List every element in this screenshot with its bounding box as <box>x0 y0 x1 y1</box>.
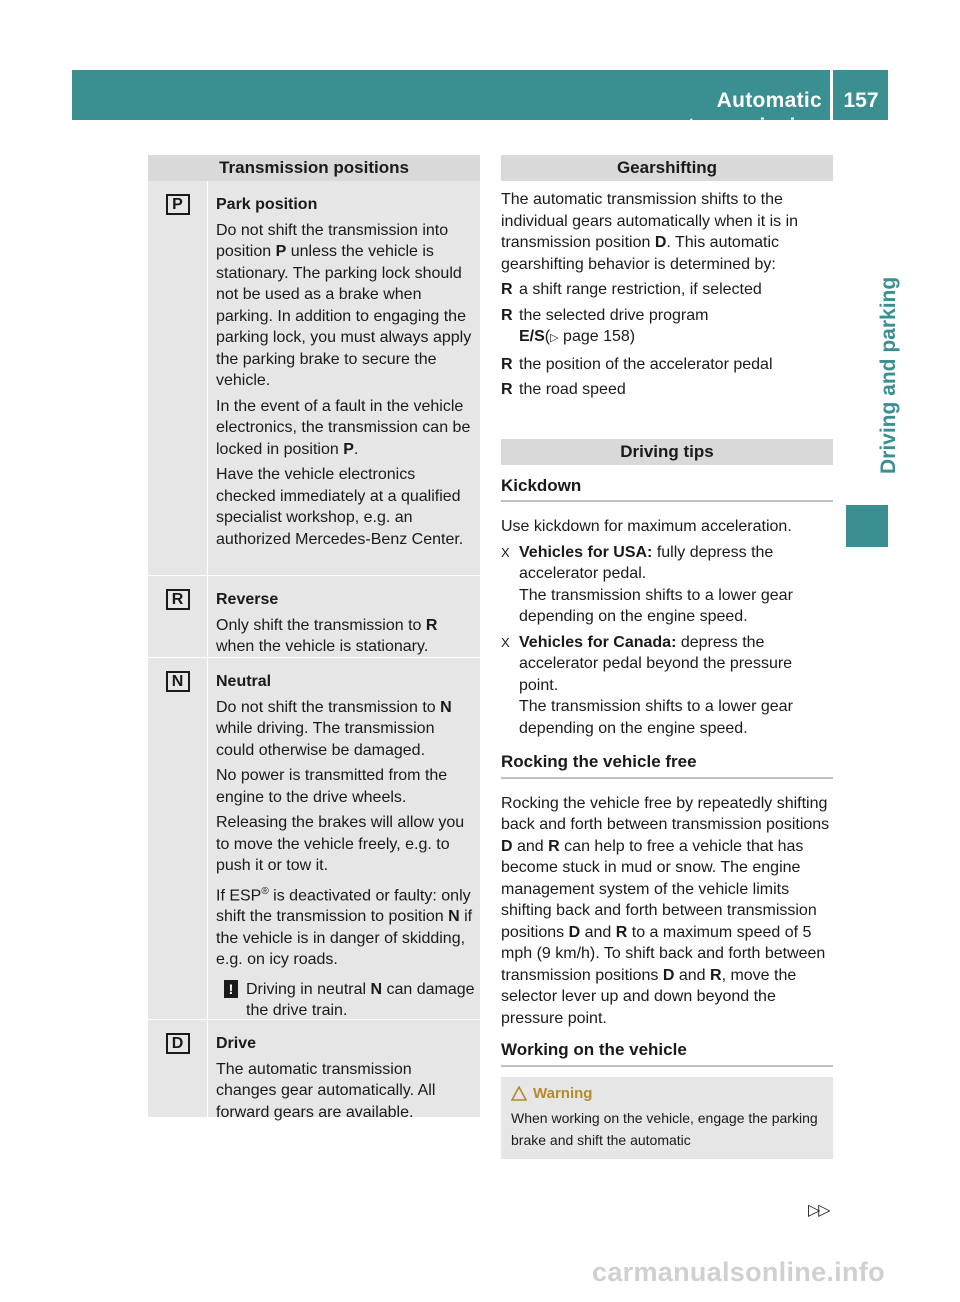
warning-heading: Warning <box>511 1083 823 1105</box>
right-column <box>501 155 833 1159</box>
gear-key-cell <box>148 658 208 1019</box>
paragraph: In the event of a fault in the vehicle electronics, the transmission can be locked in position P. <box>216 397 471 458</box>
gear-description <box>208 181 480 575</box>
gearshifting-intro: The automatic transmission shifts to the individual gears automatically when it is in transmission position D. This automatic gearshifting behavior is determined by: <box>501 191 799 273</box>
transmission-positions-table <box>148 155 480 1121</box>
kickdown-heading: Kickdown <box>501 475 833 503</box>
table-row <box>148 1020 480 1121</box>
registered-mark: ® <box>261 885 269 897</box>
table-row <box>148 576 480 658</box>
gear-key-cell <box>148 181 208 575</box>
bullet-icon: R <box>501 281 513 298</box>
driving-tips-heading: Driving tips <box>501 439 833 465</box>
paragraph: Do not shift the transmission into position P unless the vehicle is stationary. The parking lock should not be used as a brake when parking. In addition to engaging the parking lock, you must always apply the parking brake to secure the vehicle. <box>216 221 472 389</box>
gear-key-cell <box>148 576 208 657</box>
page-number: 157 <box>843 89 879 112</box>
warning-text: When working on the vehicle, engage the parking brake and shift the automatic <box>511 1109 818 1148</box>
paragraph: Releasing the brakes will allow you to move the vehicle freely, e.g. to push it or tow it. <box>216 814 465 874</box>
page-title: Automatic transmission <box>687 89 822 138</box>
list-item: R a shift range restriction, if selected <box>501 279 833 301</box>
step-arrow-icon: X <box>501 634 510 650</box>
bullet-icon: R <box>501 381 513 398</box>
row-title: Neutral <box>216 673 272 690</box>
row-title: Drive <box>216 1035 257 1052</box>
gear-description <box>208 576 480 657</box>
paragraph: Only shift the transmission to R when the vehicle is stationary. <box>216 616 438 655</box>
paragraph: The automatic transmission changes gear automatically. All forward gears are available. <box>216 1060 436 1121</box>
footer-watermark: carmanualsonline.info <box>592 1257 885 1287</box>
damage-note-text: Driving in neutral N can damage the drive train. <box>246 980 475 1020</box>
row-title: Reverse <box>216 591 279 608</box>
side-tab-label: Driving and parking <box>877 276 900 474</box>
gear-description <box>208 1020 480 1121</box>
paragraph: No power is transmitted from the engine to the drive wheels. <box>216 767 448 806</box>
row-title: Park position <box>216 196 318 213</box>
rocking-paragraph: Rocking the vehicle free by repeatedly shifting back and forth between transmission positions D and R can help to free a vehicle that has become stuck in mud or snow. The engine management system of the vehicle limits shifting back and forth between transmission positions D and R to a maximum speed of 5 mph (9 km/h). To shift back and forth between transmission positions D and R, move the selector lever up and down beyond the pressure point. <box>501 794 830 1027</box>
list-item: R the road speed <box>501 379 833 401</box>
bullet-icon: R <box>501 306 513 324</box>
table-row <box>148 658 480 1020</box>
gearshifting-heading: Gearshifting <box>501 155 833 181</box>
list-item: R the selected drive program E/S(▷ page 158) <box>501 305 833 350</box>
gear-d-icon: D <box>166 1033 190 1054</box>
paragraph: Do not shift the transmission to N while driving. The transmission could otherwise be damaged. <box>216 698 452 759</box>
rocking-heading: Rocking the vehicle free <box>501 751 833 779</box>
bullet-icon: R <box>501 355 513 373</box>
gear-key-cell <box>148 1020 208 1117</box>
continue-arrows-icon: ▷▷ <box>808 1202 829 1219</box>
section-heading: Transmission positions <box>148 155 480 181</box>
kickdown-intro: Use kickdown for maximum acceleration. <box>501 518 792 535</box>
working-heading: Working on the vehicle <box>501 1039 833 1067</box>
instruction-step: X Vehicles for USA: fully depress the accelerator pedal. The transmission shifts to a lower gear depending on the engine speed. <box>501 542 833 628</box>
table-row <box>148 181 480 576</box>
header-separator <box>830 70 833 120</box>
damage-note <box>216 979 476 1022</box>
step-arrow-icon: X <box>501 544 510 560</box>
side-tab-marker <box>846 505 888 547</box>
esp-paragraph: If ESP® is deactivated or faulty: only shift the transmission to position N if the vehicle is in danger of skidding, e.g. on icy roads. <box>216 885 473 969</box>
gear-description <box>208 658 480 1019</box>
warning-triangle-icon <box>511 1086 527 1101</box>
list-item: R the position of the accelerator pedal <box>501 354 833 376</box>
gear-n-icon: N <box>166 671 190 692</box>
gear-p-icon: P <box>166 194 190 215</box>
instruction-step: X Vehicles for Canada: depress the accelerator pedal beyond the pressure point. The transmission shifts to a lower gear depending on the engine speed. <box>501 632 833 740</box>
paragraph: Have the vehicle electronics checked immediately at a qualified specialist workshop, e.g. an authorized Mercedes-Benz Center. <box>216 466 464 548</box>
warning-box <box>501 1077 833 1159</box>
gear-r-icon: R <box>166 589 190 610</box>
page-ref-arrow-icon: ▷ <box>550 332 559 344</box>
exclamation-icon: ! <box>224 980 238 998</box>
